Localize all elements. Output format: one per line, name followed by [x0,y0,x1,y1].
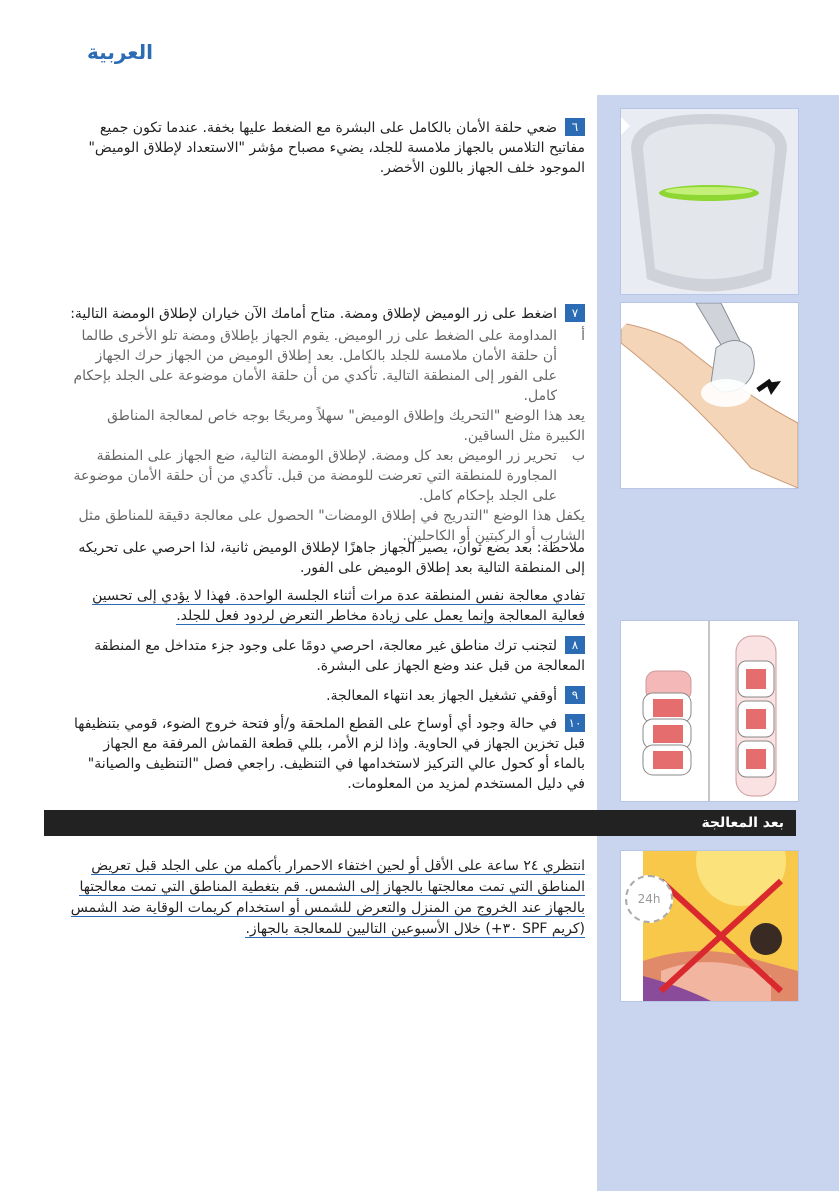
step-number: ٧ [565,304,585,322]
step-9 [70,686,585,706]
after-treatment-text [70,856,585,940]
leg-drawing [621,303,798,488]
device-illustration [620,108,799,295]
option-marker: ب [571,448,585,464]
step-number: ٦ [565,118,585,136]
step-number: ٨ [565,636,585,654]
overlap-illustration [620,620,799,802]
sun-drawing [621,851,798,1001]
step-text: أوقفي تشغيل الجهاز بعد انتهاء المعالجة. [326,688,557,704]
warning [70,586,585,626]
note: ملاحظة: بعد بضع ثوان، يصير الجهاز جاهزًا لإطلاق الوميض ثانية، لذا احرصي على تحريكه إلى المنطقة التالية بعد إطلاق الوميض على الفور. [78,540,585,576]
device-drawing [621,109,798,294]
step-text: في حالة وجود أي أوساخ على القطع الملحقة و/أو فتحة خروج الضوء، قومي بتنظيفها قبل تخزين الجهاز في الحاوية. وإذا لزم الأمر، بللي قطعة القماش المرفقة مع الجهاز بالماء أو كحول عالي التركيز لاستخدامها في التنظيف. راجعي فصل "التنظيف والصيانة" في دليل المستخدم لمزيد من المعلومات. [74,716,585,792]
option-text: تحرير زر الوميض بعد كل ومضة. لإطلاق الومضة التالية، ضع الجهاز على المنطقة المجاورة للمنطقة التي تعرضت للومضة من قبل. تأكدي من أن حلقة الأمان موضوعة على الجلد بإحكام كامل. [73,448,557,504]
step-number: ١٠ [565,714,585,732]
step-text: ضعي حلقة الأمان بالكامل على البشرة مع الضغط عليها بخفة. عندما تكون جميع مفاتيح التلامس بالجهاز ملامسة للجلد، يضيء مصباح مؤشر "الاستعداد لإطلاق الوميض" الموجود خلف الجهاز باللون الأخضر. [88,120,585,176]
language-label: العربية [87,40,153,64]
step-10 [70,714,585,794]
warning-text: تفادي معالجة نفس المنطقة عدة مرات أثناء الجلسة الواحدة. فهذا لا يؤدي إلى تحسين فعالية المعالجة وإنما يعمل على زيادة مخاطر التعرض لردود فعل للجلد. [92,588,585,624]
pointer-triangle [621,629,630,647]
24h-badge: 24h [625,875,673,923]
after-treatment-heading: بعد المعالجة [44,810,796,836]
overlap-drawing [621,621,798,801]
option-note: يعد هذا الوضع "التحريك وإطلاق الوميض" سهلاً ومريحًا بوجه خاص لمعالجة المناطق الكبيرة مثل الساقين. [107,408,585,444]
step-6 [70,118,585,178]
after-treatment-body: انتظري ٢٤ ساعة على الأقل أو لحين اختفاء الاحمرار بأكمله من على الجلد قبل تعريض المناطق التي تمت معالجتها بالجهاز إلى الشمس. قم بتغطية المناطق التي تمت معالجتها بالجهاز عند الخروج من المنزل والتعرض للشمس أو استخدام كريمات الوقاية ضد الشمس (كريم SPF ٣٠+) خلال الأسبوعين التاليين للمعالجة بالجهاز. [70,858,585,937]
step-number: ٩ [565,686,585,704]
pointer-triangle [621,311,630,329]
pointer-triangle [621,859,630,877]
leg-flash-illustration [620,302,799,489]
step-8 [70,636,585,676]
option-marker: أ [581,328,585,344]
option-text: المداومة على الضغط على زر الوميض. يقوم الجهاز بإطلاق ومضة تلو الأخرى طالما أن حلقة الأمان ملامسة للجلد بالكامل. بعد إطلاق الوميض من الجهاز حرك الجهاز على الفور إلى المنطقة التالية. تأكدي من أن حلقة الأمان موضوعة على الجلد بإحكام كامل. [73,328,557,404]
step-text: اضغط على زر الوميض لإطلاق ومضة. متاح أمامك الآن خياران لإطلاق الومضة التالية: [70,306,557,322]
step-text: لتجنب ترك مناطق غير معالجة، احرصي دومًا على وجود جزء متداخل مع المنطقة المعالجة من قبل عند وضع الجهاز على البشرة. [94,638,585,674]
option-note: يكفل هذا الوضع "التدريج في إطلاق الومضات" الحصول على معالجة دقيقة للمناطق مثل الشارب أو الركبتين أو الكاحلين. [78,508,585,544]
step-7 [70,304,585,546]
pointer-triangle [621,117,630,135]
sun-warning-illustration [620,850,799,1002]
